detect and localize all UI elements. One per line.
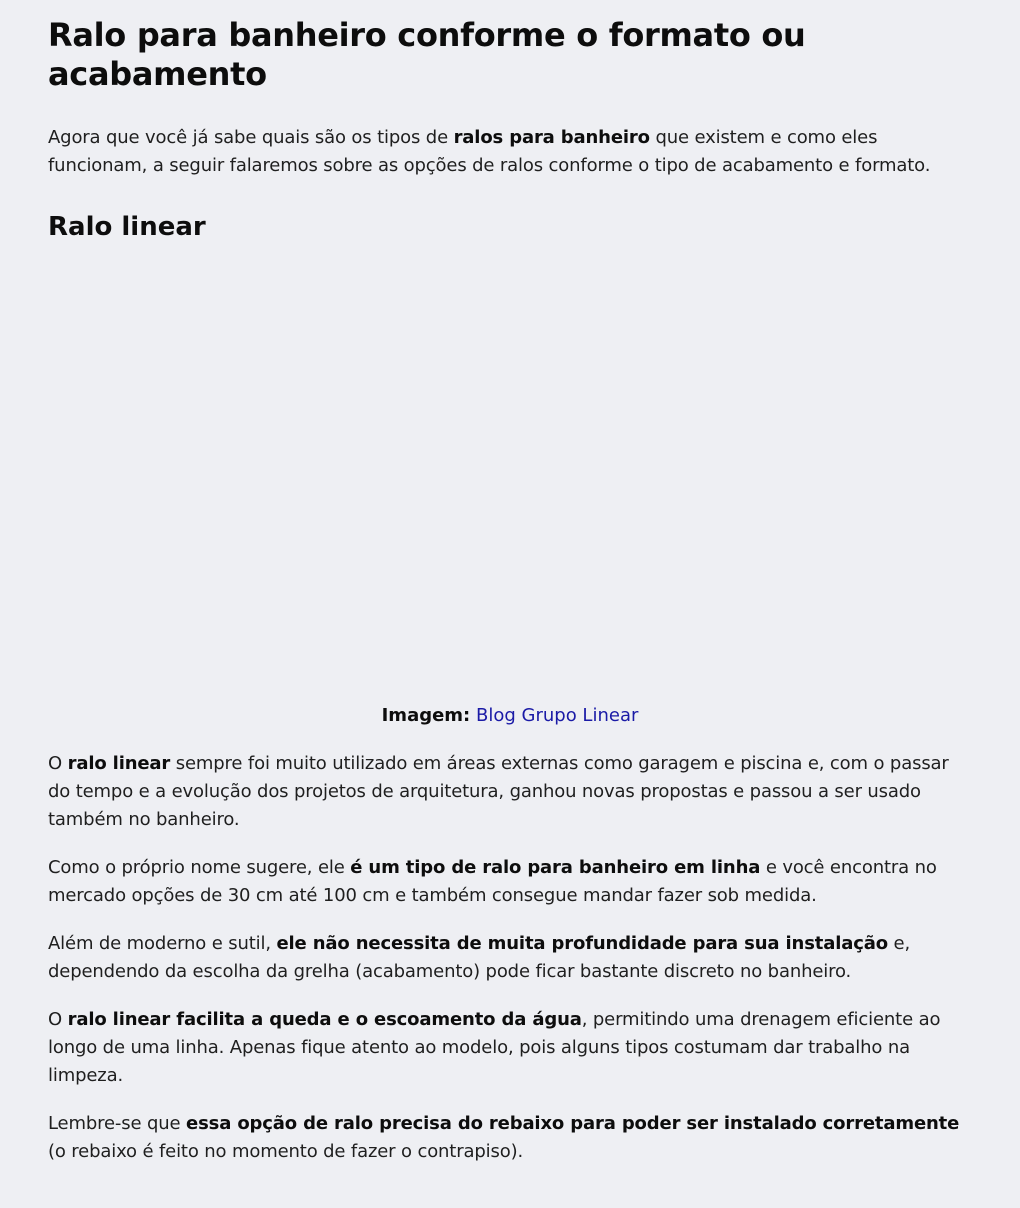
intro-paragraph xyxy=(48,124,972,180)
intro-bold: ralos para banheiro xyxy=(453,127,650,148)
article-image-placeholder xyxy=(48,254,972,702)
p2-text-2: e você encontra no mercado opções de 30 cm até 100 cm e também consegue mandar fazer sob medida. xyxy=(48,857,937,906)
p3-bold: ele não necessita de muita profundidade para sua instalação xyxy=(276,933,888,954)
p5-text-2: (o rebaixo é feito no momento de fazer o contrapiso). xyxy=(48,1141,524,1162)
intro-text-2: que existem e como eles funcionam, a seguir falaremos sobre as opções de ralos conforme o tipo de acabamento e formato. xyxy=(48,127,931,176)
p3-text-2: e, dependendo da escolha da grelha (acabamento) pode ficar bastante discreto no banheiro. xyxy=(48,933,911,982)
p3-text-1: Além de moderno e sutil, xyxy=(48,933,277,954)
p1-text-1: O xyxy=(48,753,68,774)
p1-text-2: sempre foi muito utilizado em áreas externas como garagem e piscina e, com o passar do tempo e a evolução dos projetos de arquitetura, ganhou novas propostas e passou a ser usado também no banheiro. xyxy=(48,753,949,830)
image-caption xyxy=(48,702,972,730)
intro-text-1: Agora que você já sabe quais são os tipos de xyxy=(48,127,454,148)
p1-bold: ralo linear xyxy=(67,753,171,774)
p2-bold: é um tipo de ralo para banheiro em linha xyxy=(350,857,761,878)
caption-source-link[interactable]: Blog Grupo Linear xyxy=(476,705,639,726)
p4-text-2: , permitindo uma drenagem eficiente ao longo de uma linha. Apenas fique atento ao modelo, pois alguns tipos costumam dar trabalho na limpeza. xyxy=(48,1009,941,1086)
paragraph-5 xyxy=(48,1110,972,1166)
subsection-title: Ralo linear xyxy=(48,212,206,242)
paragraph-3 xyxy=(48,930,972,986)
p2-text-1: Como o próprio nome sugere, ele xyxy=(48,857,351,878)
paragraph-1 xyxy=(48,750,972,834)
caption-label: Imagem: xyxy=(381,705,471,726)
p4-text-1: O xyxy=(48,1009,68,1030)
p4-bold: ralo linear facilita a queda e o escoamento da água xyxy=(67,1009,582,1030)
paragraph-4 xyxy=(48,1006,972,1090)
section-title: Ralo para banheiro conforme o formato ou acabamento xyxy=(48,16,806,93)
p5-text-1: Lembre-se que xyxy=(48,1113,187,1134)
paragraph-2 xyxy=(48,854,972,910)
p5-bold: essa opção de ralo precisa do rebaixo para poder ser instalado corretamente xyxy=(186,1113,960,1134)
